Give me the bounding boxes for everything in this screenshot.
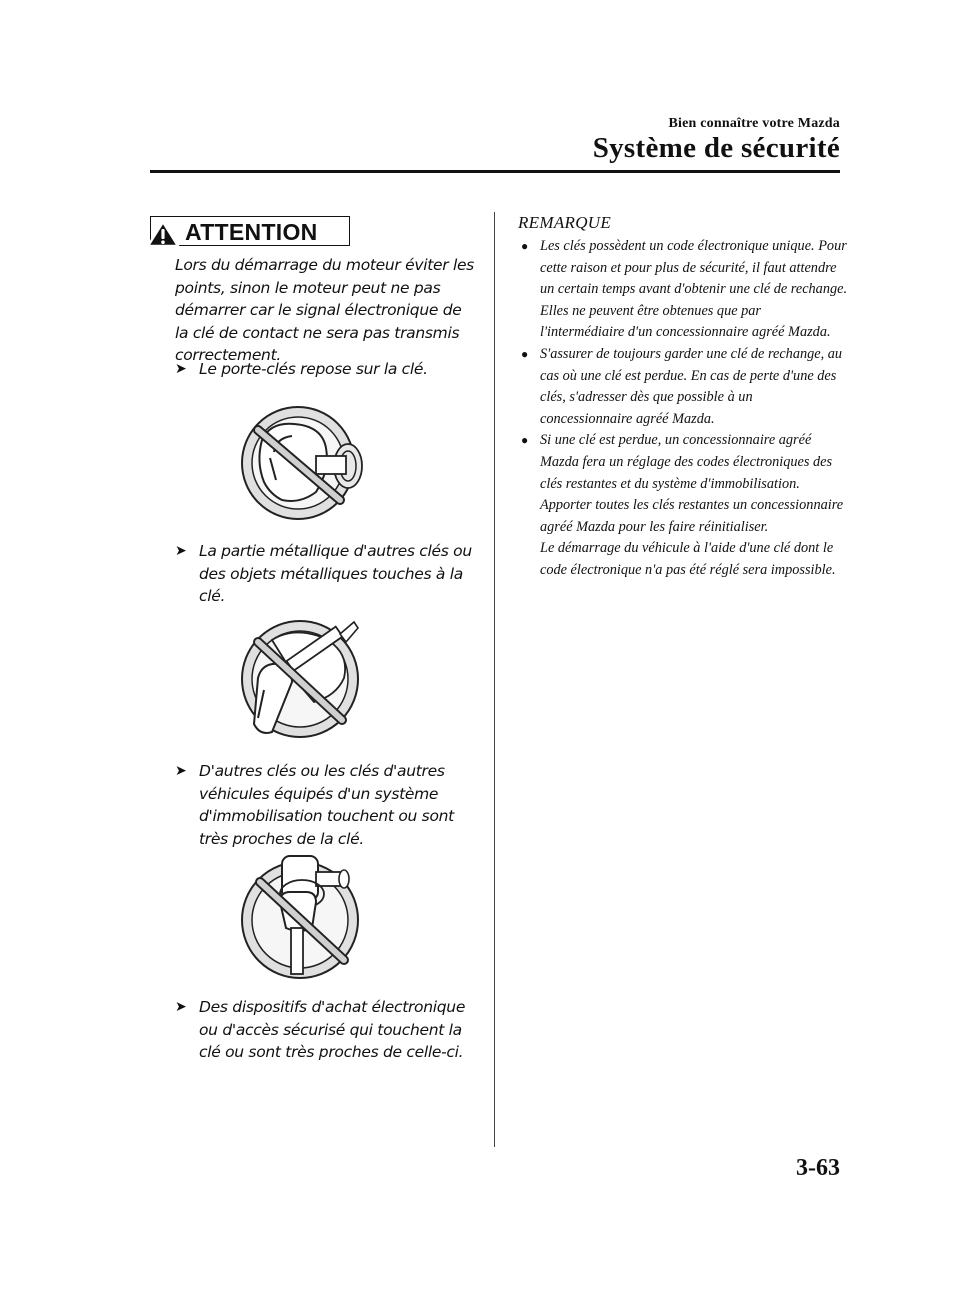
header-divider [150,170,840,173]
section-title: Système de sécurité [592,132,840,164]
arrowhead-bullet-icon: ➤ [175,763,187,779]
attention-item-1 [175,358,475,381]
column-divider [494,212,495,1147]
warning-triangle-icon [145,219,181,249]
attention-item-text: Des dispositifs d'achat électronique ou d'accès sécurisé qui touchent la clé ou sont très proches de celle-ci. [199,998,466,1061]
dot-bullet-icon: ● [521,239,529,253]
note-item-text: Si une clé est perdue, un concessionnaire agréé Mazda fera un réglage des codes électroniques des clés restantes et du système d'immobilisation. Apporter toutes les clés restantes un concessionnaire agréé Mazda pour les faire réinitialiser. Le démarrage du véhicule à l'aide d'une clé dont le code électronique n'a pas été réglé sera impossible. [540,432,844,578]
section-subtitle: Bien connaître votre Mazda [668,116,840,131]
page-number: 3-63 [796,1155,840,1181]
keyring-on-key-illustration [230,400,380,525]
attention-banner [150,216,350,246]
other-keys-nearby-illustration [232,852,382,982]
arrowhead-bullet-icon: ➤ [175,999,187,1015]
note-list [518,236,848,582]
attention-item-4 [175,996,475,1064]
attention-item-text: Le porte-clés repose sur la clé. [199,360,428,378]
arrowhead-bullet-icon: ➤ [175,361,187,377]
note-item-3 [518,430,848,581]
attention-intro: Lors du démarrage du moteur éviter les points, sinon le moteur peut ne pas démarrer car le signal électronique de la clé de contact ne sera pas transmis correctement. [175,256,474,364]
note-item-text: S'assurer de toujours garder une clé de rechange, au cas où une clé est perdue. En cas de perte d'une des clés, s'adresser dès que possible à un concessionnaire agréé Mazda. [540,345,843,427]
attention-item-2 [175,540,475,608]
dot-bullet-icon: ● [521,346,529,361]
note-item-text: Les clés possèdent un code électronique unique. Pour cette raison et pour plus de sécurité, il faut attendre un certain temps avant d'obtenir une clé de rechange. Elles ne peuvent être obtenues que par l'intermédiaire d'un concessionnaire agréé Mazda. [540,238,848,341]
metal-touching-key-illustration [232,612,382,742]
attention-item-text: La partie métallique d'autres clés ou des objets métalliques touches à la clé. [199,542,472,605]
note-item-2 [518,344,848,430]
arrowhead-bullet-icon: ➤ [175,543,187,559]
attention-label: ATTENTION [185,219,318,245]
attention-item-text: D'autres clés ou les clés d'autres véhicules équipés d'un système d'immobilisation touchent ou sont très proches de la clé. [199,762,454,848]
note-item-1 [518,236,848,344]
note-title: REMARQUE [518,213,612,232]
attention-item-3 [175,760,475,850]
dot-bullet-icon: ● [521,433,529,448]
